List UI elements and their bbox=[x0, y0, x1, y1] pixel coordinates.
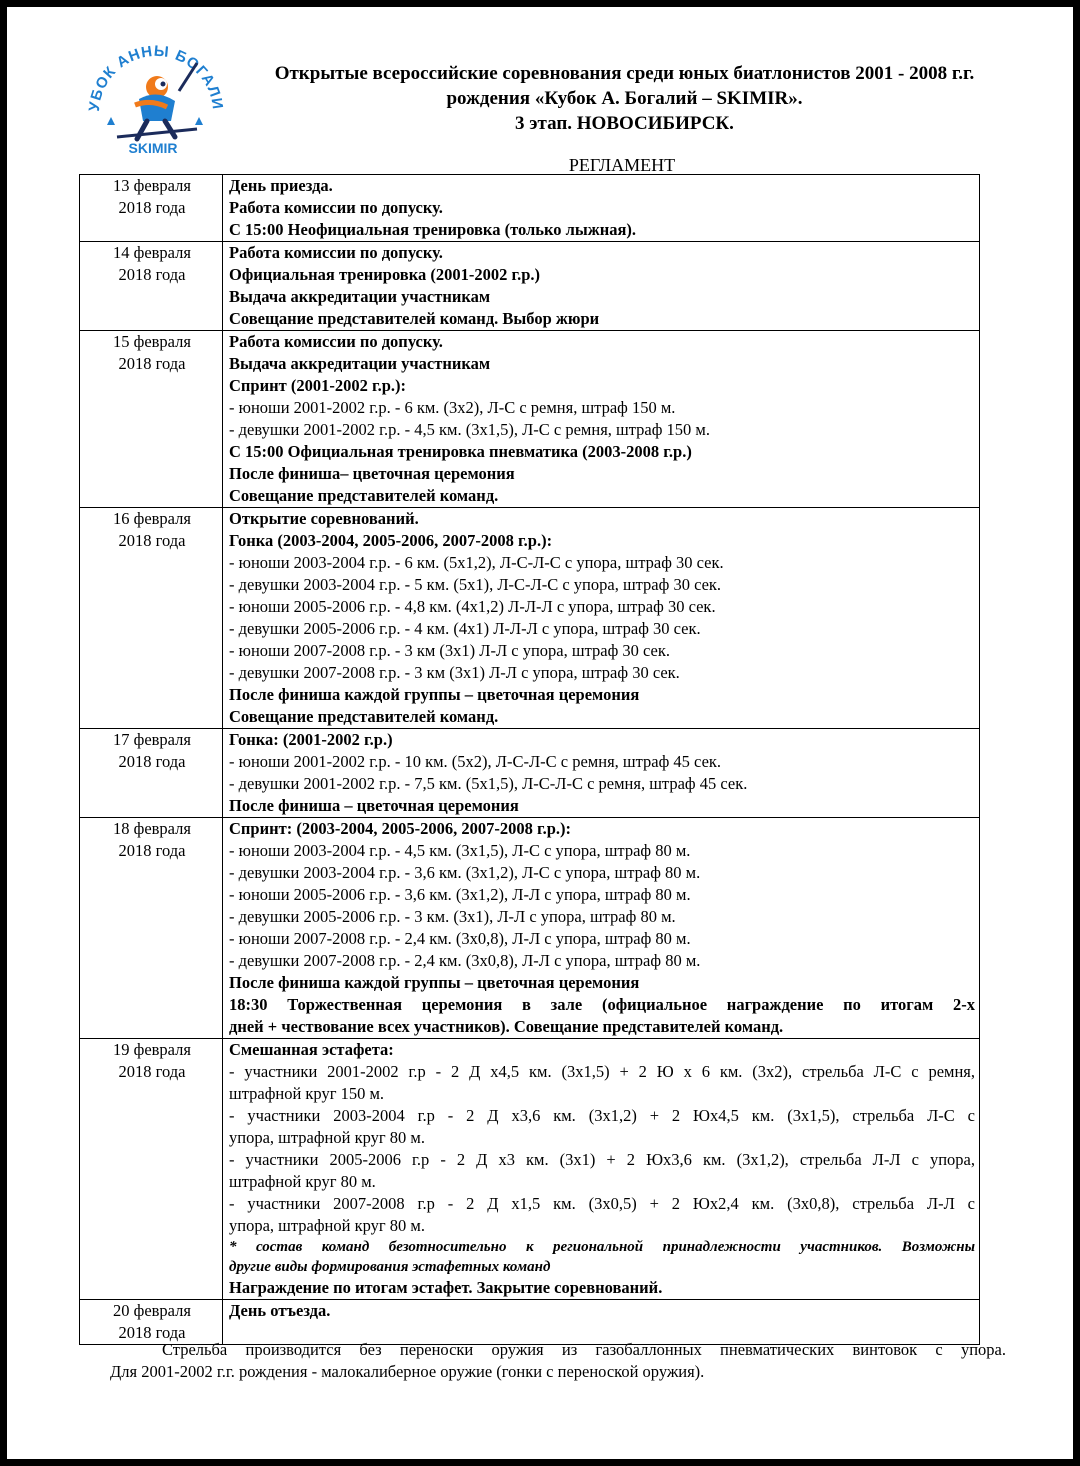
event-line: С 15:00 Неофициальная тренировка (только лыжная). bbox=[229, 220, 637, 239]
event-line: Спринт (2001-2002 г.р.): bbox=[229, 376, 407, 395]
table-row bbox=[80, 729, 980, 818]
date-day: 18 февраля bbox=[113, 819, 191, 838]
event-cell bbox=[223, 818, 980, 1039]
svg-text:SKIMIR: SKIMIR bbox=[128, 140, 178, 156]
event-line: - участники 2007-2008 г.р - 2 Д х1,5 км. (3х0,5) + 2 Юх2,4 км. (3х0,8), стрельба Л-Л с bbox=[229, 1194, 975, 1213]
event-cell bbox=[223, 1039, 980, 1300]
event-line: - девушки 2007-2008 г.р. - 3 км (3х1) Л-Л с упора, штраф 30 сек. bbox=[229, 663, 680, 682]
date-year: 2018 года bbox=[118, 752, 186, 771]
kubok-logo bbox=[77, 29, 227, 161]
table-row bbox=[80, 1039, 980, 1300]
event-line: - юноши 2007-2008 г.р. - 2,4 км. (3х0,8), Л-Л с упора, штраф 80 м. bbox=[229, 929, 691, 948]
date-year: 2018 года bbox=[118, 354, 186, 373]
event-line: Совещание представителей команд. Выбор жюри bbox=[229, 309, 600, 328]
event-line: - девушки 2001-2002 г.р. - 4,5 км. (3х1,5), Л-С с ремня, штраф 150 м. bbox=[229, 420, 710, 439]
event-line: 18:30 Торжественная церемония в зале (официальное награждение по итогам 2-х bbox=[229, 995, 975, 1014]
date-day: 16 февраля bbox=[113, 509, 191, 528]
date-cell bbox=[80, 729, 223, 818]
event-line: - участники 2005-2006 г.р - 2 Д х3 км. (3х1) + 2 Юх3,6 км. (3х1,2), стрельба Л-Л с упора, bbox=[229, 1150, 975, 1169]
date-cell bbox=[80, 508, 223, 729]
event-line: - юноши 2001-2002 г.р. - 10 км. (5х2), Л-С-Л-С с ремня, штраф 45 сек. bbox=[229, 752, 722, 771]
date-cell bbox=[80, 1300, 223, 1345]
table-row bbox=[80, 818, 980, 1039]
event-line: - участники 2001-2002 г.р - 2 Д х4,5 км. (3х1,5) + 2 Ю х 6 км. (3х2), стрельба Л-С с ремня, bbox=[229, 1062, 975, 1081]
event-line: После финиша каждой группы – цветочная церемония bbox=[229, 685, 640, 704]
event-line: - юноши 2003-2004 г.р. - 6 км. (5х1,2), Л-С-Л-С с упора, штраф 30 сек. bbox=[229, 553, 724, 572]
event-line: - участники 2003-2004 г.р - 2 Д х3,6 км. (3х1,2) + 2 Юх4,5 км. (3х1,5), стрельба Л-С с bbox=[229, 1106, 975, 1125]
date-cell bbox=[80, 242, 223, 331]
date-cell bbox=[80, 1039, 223, 1300]
event-line: День приезда. bbox=[229, 176, 333, 195]
event-line: упора, штрафной круг 80 м. bbox=[229, 1128, 425, 1147]
footer-note bbox=[110, 1339, 1006, 1383]
event-line: Совещание представителей команд. bbox=[229, 486, 499, 505]
event-line: - девушки 2005-2006 г.р. - 4 км. (4х1) Л-Л-Л с упора, штраф 30 сек. bbox=[229, 619, 701, 638]
event-cell bbox=[223, 175, 980, 242]
event-line: Открытие соревнований. bbox=[229, 509, 419, 528]
event-cell bbox=[223, 331, 980, 508]
event-line: Работа комиссии по допуску. bbox=[229, 198, 443, 217]
event-line: - юноши 2005-2006 г.р. - 3,6 км. (3х1,2), Л-Л с упора, штраф 80 м. bbox=[229, 885, 691, 904]
event-line: - юноши 2001-2002 г.р. - 6 км. (3х2), Л-С с ремня, штраф 150 м. bbox=[229, 398, 676, 417]
event-line: - юноши 2005-2006 г.р. - 4,8 км. (4х1,2) Л-Л-Л с упора, штраф 30 сек. bbox=[229, 597, 716, 616]
footer-paragraph-1: Стрельба производится без переноски оружия из газобаллонных пневматических винтовок с упора. bbox=[162, 1340, 1006, 1359]
event-line: штрафной круг 150 м. bbox=[229, 1084, 385, 1103]
date-cell bbox=[80, 175, 223, 242]
event-line: Выдача аккредитации участникам bbox=[229, 354, 491, 373]
event-line: - девушки 2001-2002 г.р. - 7,5 км. (5х1,5), Л-С-Л-С с ремня, штраф 45 сек. bbox=[229, 774, 748, 793]
date-day: 20 февраля bbox=[113, 1301, 191, 1320]
date-day: 14 февраля bbox=[113, 243, 191, 262]
date-year: 2018 года bbox=[118, 1323, 186, 1342]
event-line: Награждение по итогам эстафет. Закрытие соревнований. bbox=[229, 1278, 663, 1297]
event-line: Совещание представителей команд. bbox=[229, 707, 499, 726]
date-day: 19 февраля bbox=[113, 1040, 191, 1059]
event-note-line: * состав команд безотносительно к региональной принадлежности участников. Возможны bbox=[229, 1239, 975, 1255]
event-line: дней + чествование всех участников). Совещание представителей команд. bbox=[229, 1017, 784, 1036]
event-line: Гонка (2003-2004, 2005-2006, 2007-2008 г.р.): bbox=[229, 531, 553, 550]
date-day: 15 февраля bbox=[113, 332, 191, 351]
event-line: - девушки 2005-2006 г.р. - 3 км. (3х1), Л-Л с упора, штраф 80 м. bbox=[229, 907, 676, 926]
event-line: - девушки 2003-2004 г.р. - 5 км. (5х1), Л-С-Л-С с упора, штраф 30 сек. bbox=[229, 575, 722, 594]
header-line-1: Открытые всероссийские соревнования среди юных биатлонистов 2001 - 2008 г.г. bbox=[274, 63, 975, 84]
event-line: С 15:00 Официальная тренировка пневматика (2003-2008 г.р.) bbox=[229, 442, 692, 461]
table-row bbox=[80, 175, 980, 242]
date-cell bbox=[80, 818, 223, 1039]
header-line-3: 3 этап. НОВОСИБИРСК. bbox=[515, 113, 734, 134]
date-day: 13 февраля bbox=[113, 176, 191, 195]
date-year: 2018 года bbox=[118, 1062, 186, 1081]
header-line-2: рождения «Кубок А. Богалий – SKIMIR». bbox=[446, 88, 803, 109]
schedule-table bbox=[79, 174, 980, 1345]
event-cell bbox=[223, 242, 980, 331]
event-line: - девушки 2007-2008 г.р. - 2,4 км. (3х0,8), Л-Л с упора, штраф 80 м. bbox=[229, 951, 701, 970]
table-row bbox=[80, 242, 980, 331]
event-cell bbox=[223, 508, 980, 729]
footer-paragraph-2: Для 2001-2002 г.г. рождения - малокалиберное оружие (гонки с переноской оружия). bbox=[110, 1362, 705, 1381]
event-line: После финиша – цветочная церемония bbox=[229, 796, 519, 815]
date-year: 2018 года bbox=[118, 198, 186, 217]
event-line: День отъезда. bbox=[229, 1301, 331, 1320]
document-header bbox=[232, 61, 1017, 136]
date-year: 2018 года bbox=[118, 265, 186, 284]
table-row bbox=[80, 331, 980, 508]
event-line: Работа комиссии по допуску. bbox=[229, 243, 443, 262]
table-row bbox=[80, 1300, 980, 1345]
date-year: 2018 года bbox=[118, 531, 186, 550]
document-page bbox=[7, 7, 1073, 1459]
event-line: После финиша каждой группы – цветочная церемония bbox=[229, 973, 640, 992]
table-row bbox=[80, 508, 980, 729]
event-line: После финиша– цветочная церемония bbox=[229, 464, 515, 483]
event-cell bbox=[223, 729, 980, 818]
event-line: Официальная тренировка (2001-2002 г.р.) bbox=[229, 265, 541, 284]
event-line: - юноши 2007-2008 г.р. - 3 км (3х1) Л-Л с упора, штраф 30 сек. bbox=[229, 641, 671, 660]
date-cell bbox=[80, 331, 223, 508]
event-cell bbox=[223, 1300, 980, 1345]
event-line: - юноши 2003-2004 г.р. - 4,5 км. (3х1,5), Л-С с упора, штраф 80 м. bbox=[229, 841, 691, 860]
event-line: упора, штрафной круг 80 м. bbox=[229, 1216, 425, 1235]
svg-text:КУБОК АННЫ БОГАЛИЙ: УБОК АННЫ БОГАЛИ bbox=[85, 42, 227, 113]
event-note-line: другие виды формирования эстафетных команд bbox=[229, 1259, 551, 1275]
logo-graphic bbox=[77, 29, 227, 161]
event-line: - девушки 2003-2004 г.р. - 3,6 км. (3х1,2), Л-С с упора, штраф 80 м. bbox=[229, 863, 701, 882]
event-line: Работа комиссии по допуску. bbox=[229, 332, 443, 351]
date-year: 2018 года bbox=[118, 841, 186, 860]
event-line: Выдача аккредитации участникам bbox=[229, 287, 491, 306]
event-line: Спринт: (2003-2004, 2005-2006, 2007-2008 г.р.): bbox=[229, 819, 571, 838]
event-line: Гонка: (2001-2002 г.р.) bbox=[229, 730, 393, 749]
section-title: РЕГЛАМЕНТ bbox=[568, 155, 676, 175]
event-line: штрафной круг 80 м. bbox=[229, 1172, 376, 1191]
date-day: 17 февраля bbox=[113, 730, 191, 749]
event-line: Смешанная эстафета: bbox=[229, 1040, 394, 1059]
